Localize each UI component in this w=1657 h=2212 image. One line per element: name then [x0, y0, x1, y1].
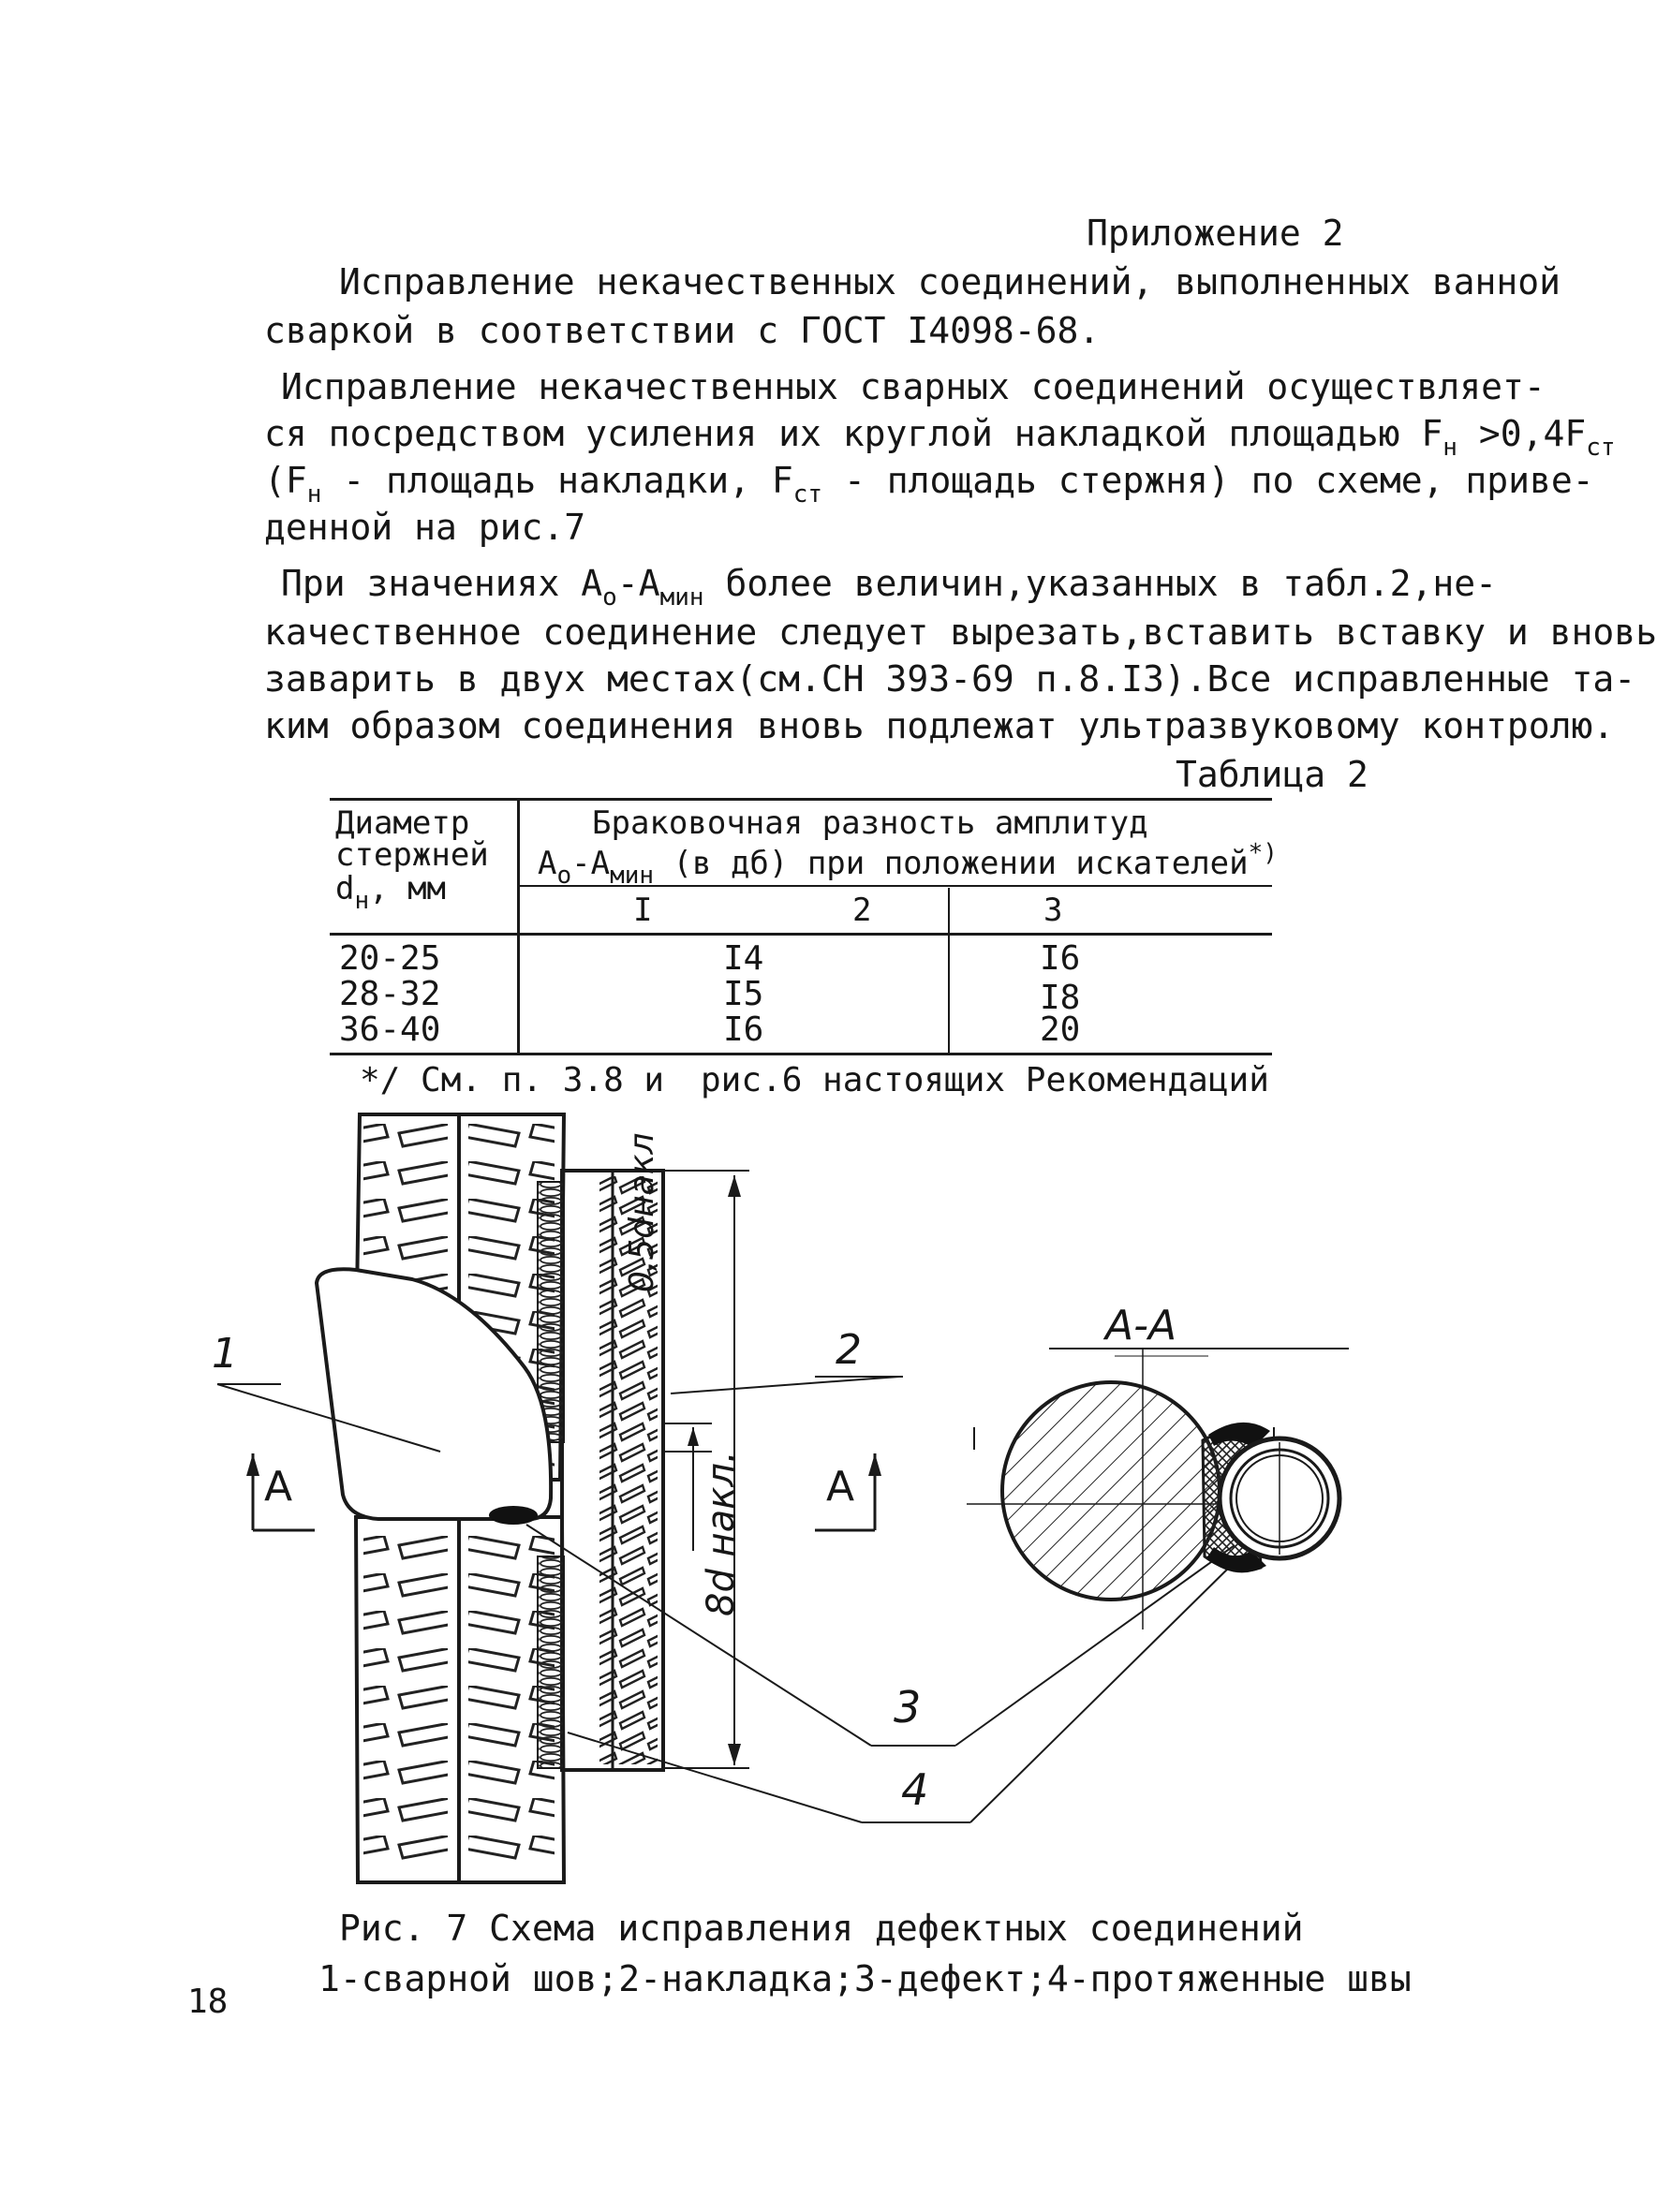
table-col1-line-1: Диаметр: [335, 804, 470, 842]
para1-line-1: Исправление некачественных сварных соединений осуществляет-: [281, 366, 1546, 407]
table-pos-1: I: [633, 892, 653, 929]
figure-label-4: 4: [901, 1764, 929, 1815]
table-caption: Таблица 2: [1176, 754, 1369, 795]
table-head-line-1: Браковочная разность амплитуд: [592, 804, 1148, 842]
para1-line-3: ($F_н$ - площадь накладки, $F_{ст}$ - площадь стержня) по схеме, приве-: [264, 460, 1594, 509]
table-row-v12: I4: [723, 939, 764, 978]
figure-label-1: 1: [212, 1330, 238, 1378]
table-row-v3: I8: [1040, 979, 1081, 1017]
section-view: [967, 1349, 1349, 1630]
table-row-d: 20-25: [339, 939, 441, 978]
figure-caption-line-2: 1-сварной шов;2-накладка;3-дефект;4-протяженные швы: [318, 1958, 1412, 1999]
para1-line-2: ся посредством усиления их круглой накладкой площадью $F_н >0,4F_{ст}$: [264, 413, 1616, 462]
table-footnote-a: */ См. п. 3.8 и: [360, 1061, 665, 1099]
table-row-v3: I6: [1040, 939, 1081, 978]
section-mark-left: A: [264, 1463, 293, 1511]
table-row-v3: 20: [1040, 1010, 1081, 1049]
table-row-v12: I5: [723, 975, 764, 1013]
figure-label-3: 3: [894, 1682, 922, 1733]
table-col1-line-2: стержней: [335, 836, 489, 874]
table-row-d: 28-32: [339, 975, 441, 1013]
table-head-line-2: $A_о-A_{мин}$ (в дб) при положении искателей*): [538, 839, 1278, 890]
table-row-d: 36-40: [339, 1010, 441, 1049]
lower-rebar: [356, 1517, 564, 1882]
table-pos-2: 2: [852, 892, 872, 929]
table-row-v12: I6: [723, 1010, 764, 1049]
para2-line-2: качественное соединение следует вырезать,вставить вставку и вновь: [264, 612, 1657, 653]
heading-line-1: Исправление некачественных соединений, выполненных ванной: [339, 261, 1561, 302]
figure-caption-line-1: Рис. 7 Схема исправления дефектных соединений: [339, 1908, 1304, 1949]
heading-line-2: сваркой в соответствии с ГОСТ I4098-68.: [264, 310, 1101, 351]
dimension-8d-label: 8d накл.: [700, 1451, 743, 1616]
section-title: A-A: [1105, 1302, 1177, 1349]
section-mark-right: A: [826, 1463, 855, 1511]
para2-line-4: ким образом соединения вновь подлежат ультразвуковому контролю.: [264, 705, 1615, 746]
appendix-label: Приложение 2: [1087, 213, 1344, 254]
para1-line-4: денной на рис.7: [264, 507, 586, 548]
para2-line-1: При значениях $A_о-A_{мин}$ более величин,указанных в табл.2,не-: [281, 563, 1498, 612]
figure-label-2: 2: [836, 1326, 862, 1374]
page-number: 18: [187, 1983, 229, 2021]
table-col1-line-3: $d_н$, мм: [335, 870, 447, 915]
para2-line-3: заварить в двух местах(см.СН 393-69 п.8.I3).Все исправленные та-: [264, 658, 1636, 700]
table-footnote-b: рис.6 настоящих Рекомендаций: [701, 1061, 1269, 1099]
dimension-half-label: 0,5dнакл: [623, 1132, 661, 1292]
table-pos-3: 3: [1043, 892, 1063, 929]
